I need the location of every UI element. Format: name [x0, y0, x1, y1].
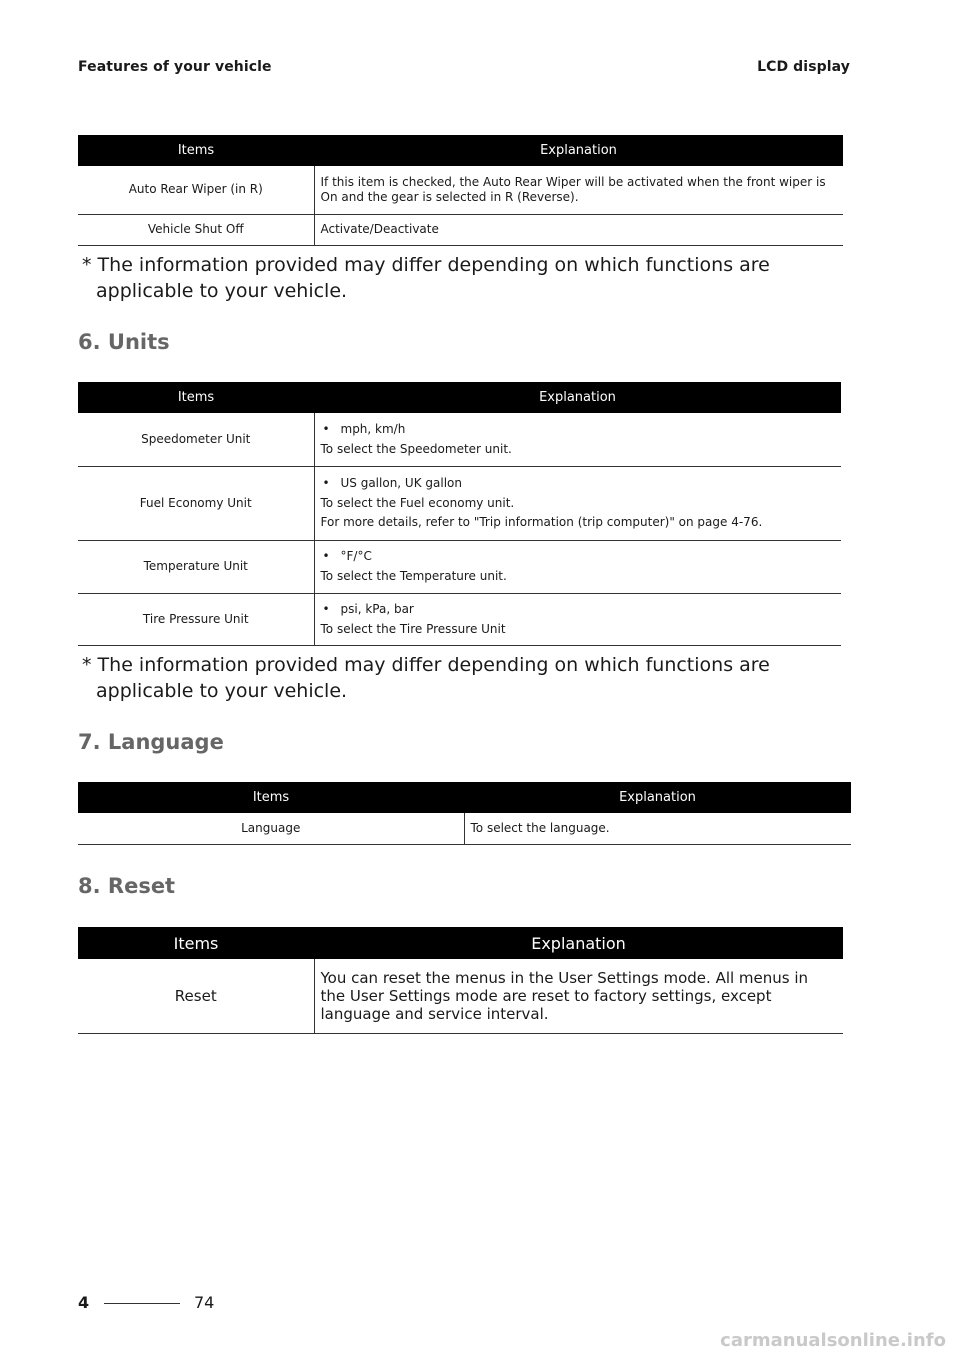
table-row	[78, 813, 851, 844]
row-item: Auto Rear Wiper (in R)	[78, 166, 314, 214]
applicability-note: * The information provided may differ depending on which functions are applicable to your vehicle.	[82, 254, 770, 302]
option-bullet: • °F/°C	[321, 549, 836, 564]
section-heading-reset: 8. Reset	[78, 874, 176, 898]
option-bullet: • US gallon, UK gallon	[321, 476, 836, 491]
footer-chapter-number: 4	[78, 1293, 90, 1312]
table-row	[78, 593, 841, 645]
column-header-explanation: Explanation	[314, 135, 843, 166]
row-explanation: To select the language.	[464, 813, 851, 844]
table-row	[78, 166, 843, 214]
table-row	[78, 413, 841, 466]
row-explanation: If this item is checked, the Auto Rear Wiper will be activated when the front wiper is On and the gear is selected in R (Reverse).	[314, 166, 843, 214]
row-item: Fuel Economy Unit	[78, 466, 314, 540]
table-header-row	[78, 382, 841, 413]
column-header-explanation: Explanation	[314, 927, 843, 959]
header-chapter-title: LCD display	[757, 59, 850, 75]
explanation-line: For more details, refer to "Trip information (trip computer)" on page 4-76.	[320, 515, 763, 529]
units-table	[78, 382, 841, 646]
header-section-title: Features of your vehicle	[78, 59, 272, 75]
section-heading-units: 6. Units	[78, 330, 170, 354]
table-header-row	[78, 135, 843, 166]
table-row	[78, 540, 841, 593]
row-explanation	[314, 540, 841, 593]
row-item: Temperature Unit	[78, 540, 314, 593]
footer-divider	[104, 1303, 180, 1304]
explanation-line: To select the Fuel economy unit.	[320, 496, 515, 510]
row-item: Tire Pressure Unit	[78, 593, 314, 645]
column-header-explanation: Explanation	[464, 782, 851, 813]
column-header-items: Items	[78, 382, 314, 413]
table-header-row	[78, 927, 843, 959]
option-bullet: • psi, kPa, bar	[321, 602, 836, 617]
column-header-items: Items	[78, 782, 464, 813]
row-explanation	[314, 413, 841, 466]
footer-page-number: 74	[194, 1293, 215, 1312]
column-header-items: Items	[78, 135, 314, 166]
row-explanation: You can reset the menus in the User Settings mode. All menus in the User Settings mode are reset to factory settings, except language and service interval.	[314, 959, 843, 1034]
column-header-items: Items	[78, 927, 314, 959]
section-heading-language: 7. Language	[78, 730, 224, 754]
explanation-line: To select the Temperature unit.	[320, 569, 507, 583]
table-header-row	[78, 782, 851, 813]
explanation-line: To select the Tire Pressure Unit	[320, 621, 506, 636]
table-row	[78, 214, 843, 245]
table-row	[78, 466, 841, 540]
column-header-explanation: Explanation	[314, 382, 841, 413]
row-item: Speedometer Unit	[78, 413, 314, 466]
watermark: carmanualsonline.info	[720, 1330, 946, 1351]
settings-table	[78, 135, 843, 246]
reset-table	[78, 927, 843, 1034]
row-explanation: Activate/Deactivate	[314, 214, 843, 245]
table-row	[78, 959, 843, 1034]
option-bullet: • mph, km/h	[321, 422, 836, 437]
row-explanation	[314, 466, 841, 540]
explanation-line: To select the Speedometer unit.	[320, 441, 512, 456]
language-table	[78, 782, 851, 845]
row-item: Vehicle Shut Off	[78, 214, 314, 245]
row-item: Reset	[78, 959, 314, 1034]
applicability-note: * The information provided may differ depending on which functions are applicable to your vehicle.	[82, 654, 770, 702]
row-explanation	[314, 593, 841, 645]
row-item: Language	[78, 813, 464, 844]
